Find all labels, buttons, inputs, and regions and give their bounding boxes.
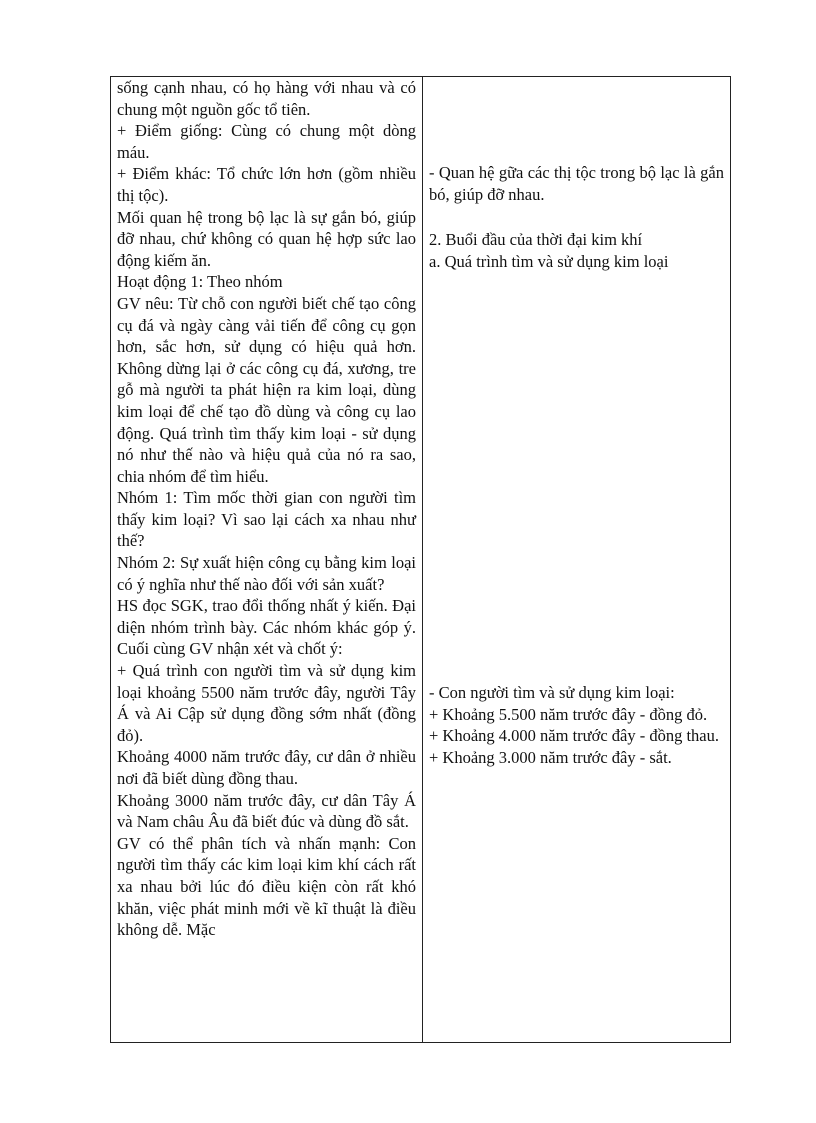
paragraph-teacher-analysis: GV có thể phân tích và nhấn mạnh: Con người tìm thấy các kim loại kim khí cách rất xa nhau bởi lúc đó điều kiện còn rất khó khăn, việc phát minh mới về kĩ thuật là điều không dễ. Mặc (117, 833, 416, 940)
paragraph-tribe-relation: Mối quan hệ trong bộ lạc là sự gắn bó, giúp đỡ nhau, chứ không có quan hệ hợp sức lao động kiếm ăn. (117, 207, 416, 270)
paragraph-similarity: + Điểm giống: Cùng có chung một dòng máu. (117, 121, 416, 162)
subsection-heading: a. Quá trình tìm và sử dụng kim loại (429, 251, 669, 271)
paragraph-group-2: Nhóm 2: Sự xuất hiện công cụ bằng kim loại có ý nghĩa như thế nào đối với sản xuất? (117, 553, 416, 594)
paragraph-bronze-4000: Khoảng 4000 năm trước đây, cư dân ở nhiều nơi đã biết dùng đồng thau. (117, 747, 416, 788)
tribe-relation-summary (429, 162, 724, 205)
section-heading: 2. Buổi đầu của thời đại kim khí (429, 230, 643, 249)
metal-age-section (429, 229, 724, 272)
summary-line: - Quan hệ gữa các thị tộc trong bộ lạc là gắn bó, giúp đỡ nhau. (429, 163, 724, 204)
activities-column (111, 77, 423, 1042)
paragraph-students-discuss: HS đọc SGK, trao đổi thống nhất ý kiến. Đại diện nhóm trình bày. Các nhóm khác góp ý. Cuối cùng GV nhận xét và chốt ý: (117, 596, 416, 659)
activity-heading: Hoạt động 1: Theo nhóm (117, 272, 283, 292)
timeline-item-iron: + Khoảng 3.000 năm trước đây - sắt. (429, 747, 672, 767)
timeline-intro: - Con người tìm và sử dụng kim loại: (429, 683, 675, 702)
paragraph-copper-5500: + Quá trình con người tìm và sử dụng kim loại khoảng 5500 năm trước đây, người Tây Á và Ai Cập sử dụng đồng sớm nhất (đồng đỏ). (117, 661, 416, 745)
paragraph-teacher-intro: GV nêu: Từ chỗ con người biết chế tạo công cụ đá và ngày càng vải tiến để công cụ gọn hơn, sắc hơn, sử dụng có hiệu quả hơn. Không dừng lại ở các công cụ đá, xương, tre gỗ mà người ta phát hiện ra kim loại, dùng kim loại để chế tạo đồ dùng và công cụ lao động. Quá trình tìm thấy kim loại - sử dụng nó như thế nào và hiệu quả của nó ra sao, chia nhóm để tìm hiểu. (117, 293, 416, 486)
paragraph-group-1: Nhóm 1: Tìm mốc thời gian con người tìm thấy kim loại? Vì sao lại cách xa nhau như thế? (117, 488, 416, 551)
timeline-item-copper: + Khoảng 5.500 năm trước đây - đồng đỏ. (429, 704, 708, 724)
lesson-table (110, 76, 731, 1043)
paragraph-iron-3000: Khoảng 3000 năm trước đây, cư dân Tây Á và Nam châu Âu đã biết đúc và dùng đồ sắt. (117, 790, 416, 832)
metal-timeline (429, 682, 724, 768)
paragraph-difference: + Điểm khác: Tổ chức lớn hơn (gồm nhiều thị tộc). (117, 164, 416, 205)
content-column (423, 77, 730, 1042)
paragraph-tribe-intro: sống cạnh nhau, có họ hàng với nhau và có chung một nguồn gốc tổ tiên. (117, 78, 416, 119)
timeline-item-bronze: + Khoảng 4.000 năm trước đây - đồng thau. (429, 726, 719, 746)
